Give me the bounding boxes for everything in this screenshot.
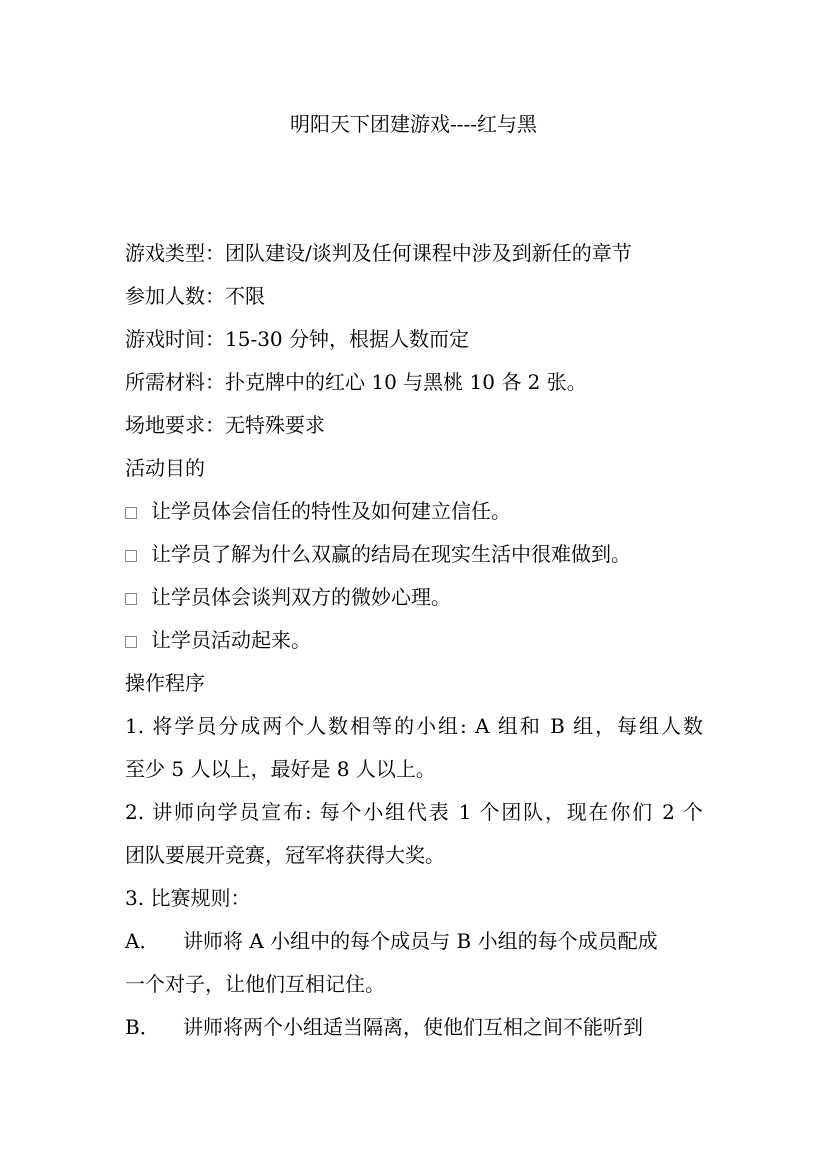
info-duration: 游戏时间：15-30 分钟，根据人数而定 <box>125 327 470 351</box>
info-venue: 场地要求：无特殊要求 <box>125 413 325 437</box>
rule-a-line2: 一个对子，让他们互相记住。 <box>125 972 385 996</box>
bullet-square-icon <box>125 550 137 562</box>
document-body <box>125 232 715 1049</box>
objective-item <box>125 533 715 576</box>
procedure-step2-line2: 团队要展开竞赛，冠军将获得大奖。 <box>125 843 445 867</box>
procedure-step1-line1: 1. 将学员分成两个人数相等的小组: A 组和 B 组，每组人数 <box>125 714 703 738</box>
procedure-step1-line2: 至少 5 人以上，最好是 8 人以上。 <box>125 757 436 781</box>
rule-a-line1 <box>125 920 715 963</box>
objective-item <box>125 490 715 533</box>
rule-a-letter: A． <box>125 929 160 953</box>
objectives-heading: 活动目的 <box>125 456 205 480</box>
procedure-step2-line1: 2. 讲师向学员宣布: 每个小组代表 1 个团队，现在你们 2 个 <box>125 800 703 824</box>
procedure-step3: 3. 比赛规则： <box>125 886 251 910</box>
objective-item <box>125 619 715 662</box>
procedure-heading: 操作程序 <box>125 671 205 695</box>
objective-item <box>125 576 715 619</box>
rule-b-line1 <box>125 1006 715 1049</box>
objective-text: 让学员活动起来。 <box>151 628 311 652</box>
info-materials: 所需材料：扑克牌中的红心 10 与黑桃 10 各 2 张。 <box>125 370 587 394</box>
rule-a-text: 讲师将 A 小组中的每个成员与 B 小组的每个成员配成 <box>183 929 658 953</box>
objective-text: 让学员了解为什么双赢的结局在现实生活中很难做到。 <box>151 542 631 566</box>
rule-b-letter: B． <box>125 1015 160 1039</box>
bullet-square-icon <box>125 636 137 648</box>
document-title: 明阳天下团建游戏----红与黑 <box>289 112 538 136</box>
bullet-square-icon <box>125 507 137 519</box>
info-game-type: 游戏类型：团队建设/谈判及任何课程中涉及到新任的章节 <box>125 241 632 265</box>
objective-text: 让学员体会信任的特性及如何建立信任。 <box>151 499 511 523</box>
bullet-square-icon <box>125 593 137 605</box>
info-participants: 参加人数：不限 <box>125 284 265 308</box>
objective-text: 让学员体会谈判双方的微妙心理。 <box>151 585 451 609</box>
rule-b-text: 讲师将两个小组适当隔离，使他们互相之间不能听到 <box>183 1015 643 1039</box>
